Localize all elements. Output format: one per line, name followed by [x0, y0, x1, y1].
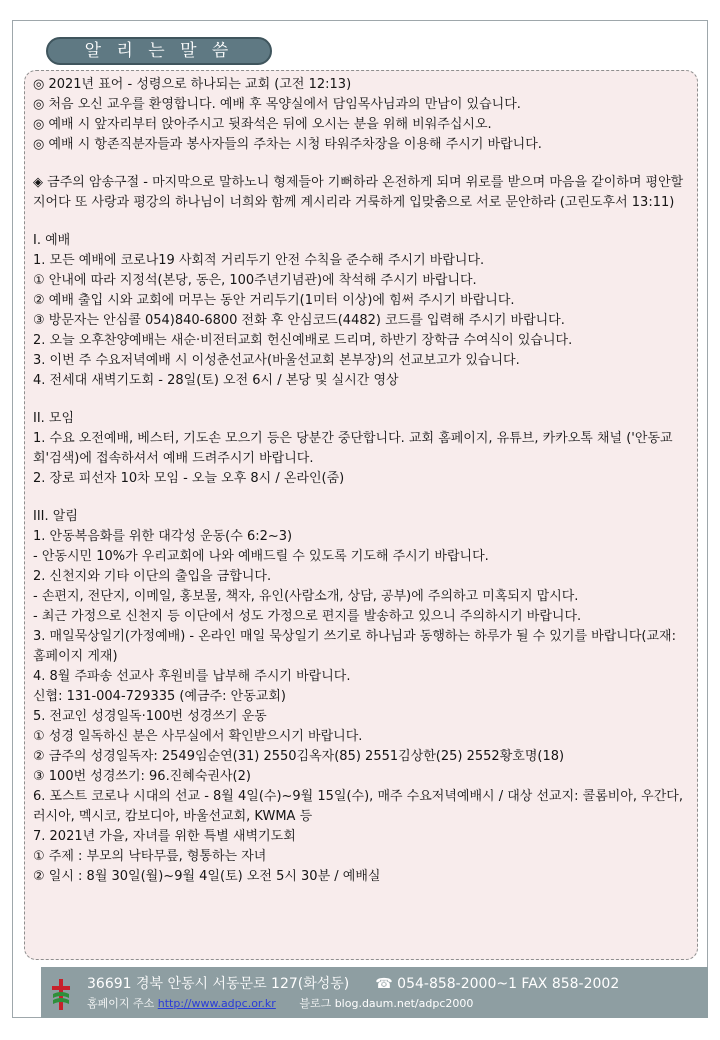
announcement-line: ① 성경 일독하신 분은 사무실에서 확인받으시기 바랍니다. [33, 729, 363, 744]
worship-item: 3. 이번 주 수요저녁예배 시 이성춘선교사(바울선교회 본부장)의 선교보고가 있습니다. [33, 353, 520, 368]
announcement-line: 2. 신천지와 기타 이단의 출입을 금합니다. [33, 569, 272, 584]
section-heading-worship: I. 예배 [33, 233, 71, 248]
announcement-line: - 손편지, 전단지, 이메일, 홍보물, 책자, 유인(사람소개, 상담, 공부)에 주의하고 미혹되지 맙시다. [33, 589, 579, 604]
worship-item: 4. 전세대 새벽기도회 - 28일(토) 오전 6시 / 본당 및 실시간 영상 [33, 373, 399, 388]
homepage-label: 홈페이지 주소 [87, 997, 155, 1010]
announcement-line: - 안동시민 10%가 우리교회에 나와 예배드릴 수 있도록 기도해 주시기 바랍니다. [33, 549, 489, 564]
announcement-line: 4. 8월 주파송 선교사 후원비를 납부해 주시기 바랍니다. [33, 669, 351, 684]
worship-item: 1. 모든 예배에 코로나19 사회적 거리두기 안전 수칙을 준수해 주시기 바랍니다. [33, 253, 485, 268]
announcement-line: 6. 포스트 코로나 시대의 선교 - 8월 4일(수)~9월 15일(수), 매주 수요저녁예배시 / 대상 선교지: 콜롬비아, 우간다, 러시아, 멕시코, 캄보디아, 바울선교회, KWMA 등 [33, 789, 683, 824]
meeting-item: 2. 장로 피선자 10차 모임 - 오늘 오후 8시 / 온라인(줌) [33, 471, 345, 486]
announcement-line: ③ 100번 성경쓰기: 96.진혜숙권사(2) [33, 769, 251, 784]
announcement-line: ① 주제 : 부모의 낙타무릎, 형통하는 자녀 [33, 849, 267, 864]
notice-parking: ◎ 예배 시 항존직분자들과 봉사자들의 주차는 시청 타워주차장을 이용해 주시기 바랍니다. [33, 137, 542, 152]
memory-verse: ◈ 금주의 암송구절 - 마지막으로 말하노니 형제들아 기뻐하라 온전하게 되며 위로를 받으며 마음을 같이하며 평안할지어다 또 사랑과 평강의 하나님이 너희와 함께 계시리라 거룩하게 입맞춤으로 서로 문안하라 (고린도후서 13:11) [33, 175, 684, 210]
spacer [33, 155, 689, 173]
announcement-line: 7. 2021년 가을, 자녀를 위한 특별 새벽기도회 [33, 829, 296, 844]
announcement-line: - 최근 가정으로 신천지 등 이단에서 성도 가정으로 편지를 발송하고 있으니 주의하시기 바랍니다. [33, 609, 582, 624]
worship-item: ② 예배 출입 시와 교회에 머무는 동안 거리두기(1미터 이상)에 힘써 주시기 바랍니다. [33, 293, 515, 308]
church-address: 36691 경북 안동시 서동문로 127(화성동) [87, 976, 350, 992]
footer-links [87, 995, 473, 1011]
spacer [33, 391, 689, 409]
notice-welcome: ◎ 처음 오신 교우를 환영합니다. 예배 후 목양실에서 담임목사님과의 만남이 있습니다. [33, 97, 521, 112]
section-heading-announcements: III. 알림 [33, 509, 78, 524]
announcement-line: ② 금주의 성경일독자: 2549임순연(31) 2550김옥자(85) 2551김상한(25) 2552황호명(18) [33, 749, 565, 764]
worship-item: 2. 오늘 오후찬양예배는 새순·비전터교회 헌신예배로 드리며, 하반기 장학금 수여식이 있습니다. [33, 333, 573, 348]
worship-item: ① 안내에 따라 지정석(본당, 동은, 100주년기념관)에 착석해 주시기 바랍니다. [33, 273, 477, 288]
spacer [33, 213, 689, 231]
bank-account: 신협: 131-004-729335 (예금주: 안동교회) [33, 689, 286, 704]
announcement-line: ② 일시 : 8월 30일(월)~9월 4일(토) 오전 5시 30분 / 예배실 [33, 869, 381, 884]
announcement-line: 1. 안동복음화를 위한 대각성 운동(수 6:2~3) [33, 529, 293, 544]
footer [41, 967, 708, 1018]
footer-contact [87, 973, 619, 993]
blog-address: 블로그 blog.daum.net/adpc2000 [299, 997, 474, 1010]
homepage-link[interactable]: http://www.adpc.or.kr [157, 997, 276, 1010]
church-phone: ☎ 054-858-2000~1 FAX 858-2002 [375, 976, 620, 992]
worship-item: ③ 방문자는 안심콜 054)840-6800 전화 후 안심코드(4482) 코드를 입력해 주시기 바랍니다. [33, 313, 565, 328]
church-logo-icon [50, 978, 72, 1012]
spacer [33, 489, 689, 507]
notice-motto: ◎ 2021년 표어 - 성령으로 하나되는 교회 (고전 12:13) [33, 77, 352, 92]
announcement-panel [24, 70, 698, 960]
meeting-item: 1. 수요 오전예배, 베스터, 기도손 모으기 등은 당분간 중단합니다. 교회 홈페이지, 유튜브, 카카오톡 채널 ('안동교회'검색)에 접속하셔서 예배 드려주시기 바랍니다. [33, 431, 673, 466]
announcement-line: 3. 매일묵상일기(가정예배) - 온라인 매일 묵상일기 쓰기로 하나님과 동행하는 하루가 될 수 있기를 바랍니다(교재: 홈페이지 게재) [33, 629, 676, 664]
page-title: 알 리 는 말 씀 [46, 37, 272, 65]
section-heading-meetings: II. 모임 [33, 411, 75, 426]
notice-seating: ◎ 예배 시 앞자리부터 앉아주시고 뒷좌석은 뒤에 오시는 분을 위해 비워주십시오. [33, 117, 492, 132]
announcement-line: 5. 전교인 성경일독·100번 성경쓰기 운동 [33, 709, 267, 724]
